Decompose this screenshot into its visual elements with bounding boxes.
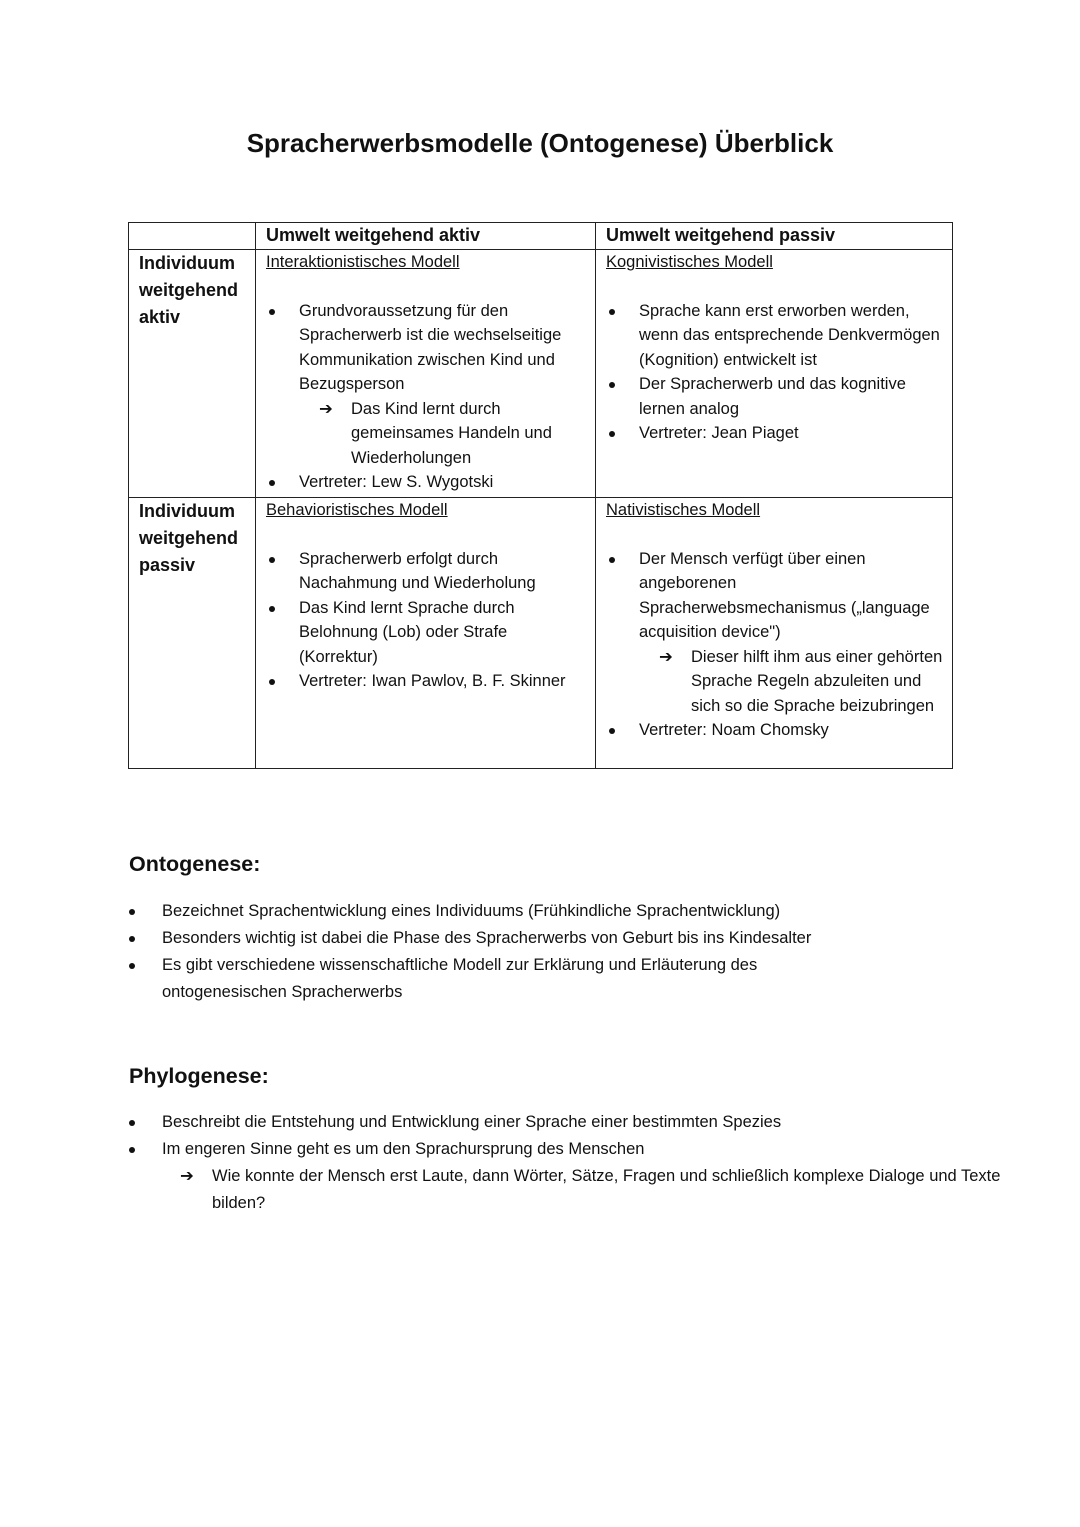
ontogenese-list bbox=[128, 898, 948, 1006]
cell-nativistisch bbox=[596, 498, 953, 769]
list-item: Beschreibt die Entstehung und Entwicklung einer Sprache einer bestimmten Spezies bbox=[128, 1109, 948, 1136]
cell-interaktionistisch bbox=[256, 250, 596, 498]
list-item bbox=[266, 299, 586, 471]
arrow-right-icon: ➔ bbox=[180, 1167, 194, 1185]
bullet-text: Grundvoraussetzung für den Spracherwerb ist die wechselseitige Kommunikation zwischen Kind und Bezugsperson bbox=[299, 301, 562, 393]
cell-kognivistisch bbox=[596, 250, 953, 498]
table-row-individuum-passiv bbox=[129, 498, 953, 769]
col-header-umwelt-passiv: Umwelt weitgehend passiv bbox=[596, 223, 953, 250]
model-title: Nativistisches Modell bbox=[606, 501, 761, 519]
page-title: Spracherwerbsmodelle (Ontogenese) Überblick bbox=[246, 128, 834, 158]
list-item: Bezeichnet Sprachentwicklung eines Individuums (Frühkindliche Sprachentwicklung) bbox=[128, 898, 948, 925]
models-table bbox=[128, 222, 953, 769]
cell-behavioristisch bbox=[256, 498, 596, 769]
corner-cell bbox=[129, 223, 256, 250]
arrow-text: Dieser hilft ihm aus einer gehörten Sprache Regeln abzuleiten und sich so die Sprache beizubringen bbox=[691, 647, 943, 715]
bullet-list bbox=[606, 299, 943, 446]
arrow-text: Wie konnte der Mensch erst Laute, dann Wörter, Sätze, Fragen und schließlich komplexe Dialoge und Texte bilden? bbox=[212, 1167, 1001, 1212]
row-header-line: weitgehend bbox=[139, 280, 239, 300]
list-item: Das Kind lernt Sprache durch Belohnung (Lob) oder Strafe (Korrektur) bbox=[266, 596, 586, 670]
row-header-line: aktiv bbox=[139, 307, 181, 327]
list-item: Sprache kann erst erworben werden, wenn das entsprechende Denkvermögen (Kognition) entwickelt ist bbox=[606, 299, 943, 373]
model-title: Interaktionistisches Modell bbox=[266, 253, 460, 271]
bullet-list bbox=[606, 547, 943, 743]
row-header-line: Individuum bbox=[139, 253, 235, 273]
arrow-right-icon: ➔ bbox=[319, 399, 333, 418]
phylogenese-arrow-item bbox=[128, 1163, 1032, 1217]
arrow-text: Das Kind lernt durch gemeinsames Handeln und Wiederholungen bbox=[351, 399, 552, 467]
arrow-item bbox=[639, 645, 943, 719]
row-header-line: weitgehend bbox=[139, 528, 239, 548]
list-item: Vertreter: Lew S. Wygotski bbox=[266, 470, 586, 495]
arrow-item bbox=[299, 397, 586, 471]
list-item: Spracherwerb erfolgt durch Nachahmung und Wiederholung bbox=[266, 547, 586, 596]
ontogenese-heading: Ontogenese: bbox=[129, 852, 261, 876]
bullet-list bbox=[266, 547, 586, 694]
list-item: Besonders wichtig ist dabei die Phase des Spracherwerbs von Geburt bis ins Kindesalter bbox=[128, 925, 948, 952]
phylogenese-heading: Phylogenese: bbox=[129, 1064, 269, 1088]
table-row-individuum-aktiv bbox=[129, 250, 953, 498]
arrow-right-icon: ➔ bbox=[659, 647, 673, 666]
list-item: Vertreter: Jean Piaget bbox=[606, 421, 943, 446]
bullet-text: Der Mensch verfügt über einen angeborenen Spracherwebsmechanismus („language acquisition device") bbox=[639, 549, 930, 641]
list-item: Vertreter: Iwan Pawlov, B. F. Skinner bbox=[266, 669, 586, 694]
model-title: Kognivistisches Modell bbox=[606, 253, 773, 271]
row-header-individuum-aktiv bbox=[129, 250, 256, 498]
col-header-umwelt-aktiv: Umwelt weitgehend aktiv bbox=[256, 223, 596, 250]
row-header-line: Individuum bbox=[139, 501, 235, 521]
model-title: Behavioristisches Modell bbox=[266, 501, 448, 519]
bullet-list bbox=[266, 299, 586, 495]
phylogenese-list bbox=[128, 1109, 948, 1163]
list-item: Es gibt verschiedene wissenschaftliche Modell zur Erklärung und Erläuterung des ontogenesischen Spracherwerbs bbox=[128, 952, 948, 1006]
list-item bbox=[606, 547, 943, 719]
list-item: Vertreter: Noam Chomsky bbox=[606, 718, 943, 743]
list-item: Der Spracherwerb und das kognitive lernen analog bbox=[606, 372, 943, 421]
row-header-individuum-passiv bbox=[129, 498, 256, 769]
list-item bbox=[128, 1136, 948, 1163]
row-header-line: passiv bbox=[139, 555, 196, 575]
bullet-text: Im engeren Sinne geht es um den Sprachursprung des Menschen bbox=[162, 1140, 645, 1158]
table-header-row bbox=[129, 223, 953, 250]
